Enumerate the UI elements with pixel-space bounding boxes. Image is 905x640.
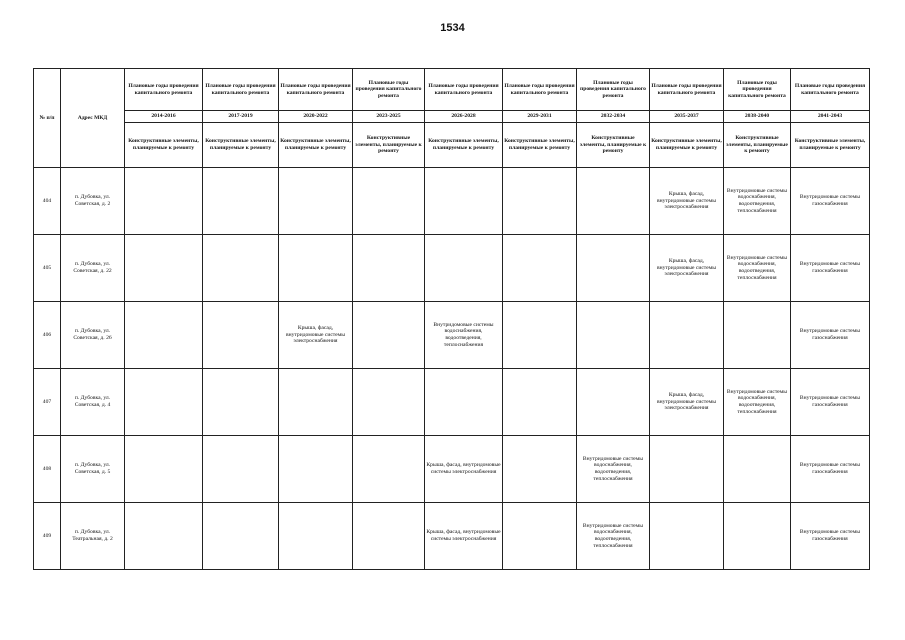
repair-elements-cell: Внутридомовые системы водоснабжения, водоотведения, теплоснабжения	[724, 168, 791, 235]
elements-subheader: Конструктивные элементы, планируемые к ремонту	[650, 123, 724, 168]
address-column-header: Адрес МКД	[61, 69, 125, 168]
repair-elements-cell: Внутридомовые системы водоснабжения, водоотведения, теплоснабжения	[724, 369, 791, 436]
repair-elements-cell	[503, 369, 577, 436]
repair-elements-cell: Внутридомовые системы газоснабжения	[791, 369, 870, 436]
row-number: 407	[34, 369, 61, 436]
repair-elements-cell	[577, 168, 650, 235]
repair-elements-cell: Крыша, фасад, внутридомовые системы электроснабжения	[425, 436, 503, 503]
repair-elements-cell: Внутридомовые системы водоснабжения, водоотведения, теплоснабжения	[425, 302, 503, 369]
period-header: Плановые годы проведения капитального ремонта	[724, 69, 791, 111]
repair-elements-cell	[724, 503, 791, 570]
period-years: 2035-2037	[650, 111, 724, 123]
repair-elements-cell	[353, 168, 425, 235]
capital-repair-schedule-table	[33, 68, 870, 570]
repair-elements-cell	[425, 369, 503, 436]
repair-elements-cell	[425, 235, 503, 302]
elements-subheader: Конструктивные элементы, планируемые к ремонту	[203, 123, 279, 168]
repair-elements-cell	[279, 436, 353, 503]
building-address: п. Дубовка, ул. Советская, д. 4	[61, 369, 125, 436]
building-address: п. Дубовка, ул. Советская, д. 26	[61, 302, 125, 369]
period-years: 2020-2022	[279, 111, 353, 123]
repair-elements-cell	[203, 369, 279, 436]
building-address: п. Дубовка, ул. Театральная, д. 2	[61, 503, 125, 570]
repair-elements-cell: Внутридомовые системы газоснабжения	[791, 168, 870, 235]
repair-elements-cell	[650, 503, 724, 570]
row-number-column-header: № п/п	[34, 69, 61, 168]
elements-subheader: Конструктивные элементы, планируемые к ремонту	[425, 123, 503, 168]
elements-subheader: Конструктивные элементы, планируемые к ремонту	[125, 123, 203, 168]
table-body	[34, 168, 870, 570]
building-address: п. Дубовка, ул. Советская, д. 22	[61, 235, 125, 302]
row-number: 409	[34, 503, 61, 570]
table-row	[34, 369, 870, 436]
period-header: Плановые годы проведения капитального ремонта	[125, 69, 203, 111]
period-header: Плановые годы проведения капитального ремонта	[577, 69, 650, 111]
repair-elements-cell: Крыша, фасад, внутридомовые системы электроснабжения	[425, 503, 503, 570]
repair-elements-cell: Внутридомовые системы водоснабжения, водоотведения, теплоснабжения	[577, 436, 650, 503]
repair-elements-cell	[279, 235, 353, 302]
row-number: 405	[34, 235, 61, 302]
building-address: п. Дубовка, ул. Советская, д. 5	[61, 436, 125, 503]
elements-subheader: Конструктивные элементы, планируемые к ремонту	[353, 123, 425, 168]
repair-elements-cell	[203, 235, 279, 302]
period-header: Плановые годы проведения капитального ремонта	[279, 69, 353, 111]
repair-elements-cell: Крыша, фасад, внутридомовые системы электроснабжения	[279, 302, 353, 369]
building-address: п. Дубовка, ул. Советская, д. 2	[61, 168, 125, 235]
repair-elements-cell: Внутридомовые системы газоснабжения	[791, 235, 870, 302]
repair-elements-cell	[125, 235, 203, 302]
period-years: 2023-2025	[353, 111, 425, 123]
years-row	[34, 111, 870, 123]
elements-subheader: Конструктивные элементы, планируемые к ремонту	[279, 123, 353, 168]
repair-elements-cell	[203, 503, 279, 570]
period-years: 2041-2043	[791, 111, 870, 123]
repair-elements-cell: Внутридомовые системы водоснабжения, водоотведения, теплоснабжения	[577, 503, 650, 570]
page-number: 1534	[440, 22, 465, 34]
table-row	[34, 302, 870, 369]
period-years: 2026-2028	[425, 111, 503, 123]
repair-elements-cell	[425, 168, 503, 235]
elements-subheader: Конструктивные элементы, планируемые к ремонту	[724, 123, 791, 168]
period-years: 2014-2016	[125, 111, 203, 123]
row-number: 406	[34, 302, 61, 369]
repair-elements-cell	[279, 503, 353, 570]
repair-elements-cell	[650, 436, 724, 503]
period-years: 2029-2031	[503, 111, 577, 123]
repair-elements-cell	[353, 235, 425, 302]
period-header-row	[34, 69, 870, 111]
row-number: 408	[34, 436, 61, 503]
subheader-row	[34, 123, 870, 168]
repair-elements-cell: Внутридомовые системы газоснабжения	[791, 503, 870, 570]
elements-subheader: Конструктивные элементы, планируемые к ремонту	[791, 123, 870, 168]
elements-subheader: Конструктивные элементы, планируемые к ремонту	[503, 123, 577, 168]
period-years: 2032-2034	[577, 111, 650, 123]
repair-elements-cell	[503, 503, 577, 570]
repair-elements-cell: Крыша, фасад, внутридомовые системы электроснабжения	[650, 235, 724, 302]
repair-elements-cell	[353, 436, 425, 503]
period-years: 2038-2040	[724, 111, 791, 123]
elements-subheader: Конструктивные элементы, планируемые к ремонту	[577, 123, 650, 168]
repair-elements-cell	[503, 302, 577, 369]
repair-elements-cell	[279, 168, 353, 235]
repair-elements-cell	[125, 168, 203, 235]
repair-elements-cell	[577, 235, 650, 302]
repair-elements-cell	[125, 436, 203, 503]
repair-elements-cell	[203, 302, 279, 369]
table-row	[34, 436, 870, 503]
repair-elements-cell	[503, 436, 577, 503]
period-header: Плановые годы проведения капитального ремонта	[650, 69, 724, 111]
period-header: Плановые годы проведения капитального ремонта	[203, 69, 279, 111]
repair-elements-cell	[125, 503, 203, 570]
repair-elements-cell: Внутридомовые системы газоснабжения	[791, 302, 870, 369]
period-header: Плановые годы проведения капитального ремонта	[425, 69, 503, 111]
repair-elements-cell	[577, 302, 650, 369]
period-header: Плановые годы проведения капитального ремонта	[791, 69, 870, 111]
repair-elements-cell	[353, 369, 425, 436]
repair-elements-cell	[724, 302, 791, 369]
repair-elements-cell	[650, 302, 724, 369]
row-number: 404	[34, 168, 61, 235]
table-row	[34, 503, 870, 570]
repair-elements-cell	[203, 436, 279, 503]
repair-elements-cell	[353, 302, 425, 369]
repair-elements-cell	[724, 436, 791, 503]
table-row	[34, 168, 870, 235]
repair-elements-cell: Внутридомовые системы водоснабжения, водоотведения, теплоснабжения	[724, 235, 791, 302]
repair-elements-cell	[203, 168, 279, 235]
repair-elements-cell	[577, 369, 650, 436]
repair-elements-cell: Крыша, фасад, внутридомовые системы электроснабжения	[650, 369, 724, 436]
repair-elements-cell	[125, 302, 203, 369]
repair-elements-cell	[503, 168, 577, 235]
repair-elements-cell: Крыша, фасад, внутридомовые системы электроснабжения	[650, 168, 724, 235]
repair-elements-cell: Внутридомовые системы газоснабжения	[791, 436, 870, 503]
period-header: Плановые годы проведения капитального ремонта	[503, 69, 577, 111]
repair-elements-cell	[503, 235, 577, 302]
repair-elements-cell	[353, 503, 425, 570]
repair-elements-cell	[279, 369, 353, 436]
table-row	[34, 235, 870, 302]
period-years: 2017-2019	[203, 111, 279, 123]
repair-elements-cell	[125, 369, 203, 436]
period-header: Плановые годы проведения капитального ремонта	[353, 69, 425, 111]
